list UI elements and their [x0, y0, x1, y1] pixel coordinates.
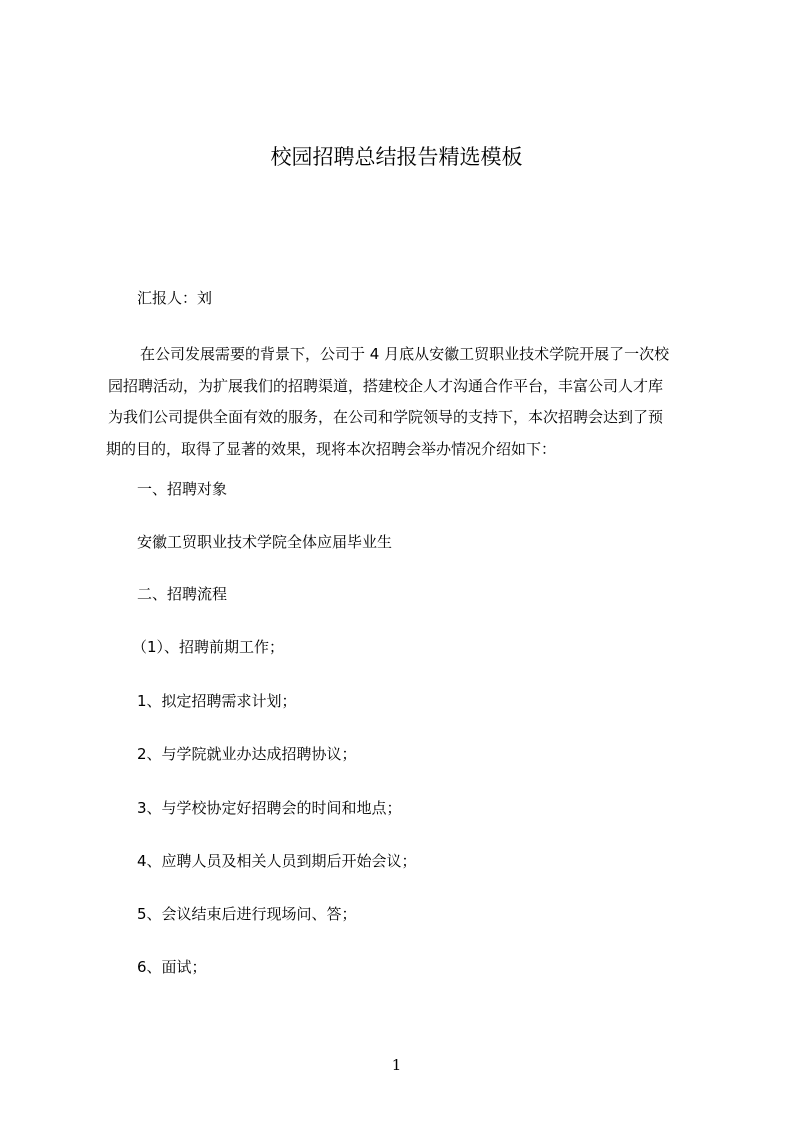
document-title: 校园招聘总结报告精选模板 — [270, 145, 523, 169]
step-item: 6、面试； — [137, 958, 207, 976]
section-heading-recruit-target: 一、招聘对象 — [137, 480, 228, 498]
page-number: 1 — [391, 1056, 402, 1074]
section-body-recruit-target: 安徽工贸职业技术学院全体应届毕业生 — [137, 533, 393, 551]
step-item: 2、与学院就业办达成招聘协议； — [137, 745, 357, 763]
step-item: 3、与学校协定好招聘会的时间和地点； — [137, 799, 402, 817]
step-item: 4、应聘人员及相关人员到期后开始会议； — [137, 852, 417, 870]
intro-paragraph — [106, 339, 698, 465]
intro-line: 在公司发展需要的背景下，公司于 4 月底从安徽工贸职业技术学院开展了一次校 — [140, 345, 670, 363]
intro-line: 期的目的，取得了显著的效果，现将本次招聘会举办情况介绍如下： — [106, 439, 557, 458]
step-item: 5、会议结束后进行现场问、答； — [137, 905, 357, 923]
intro-line: 为我们公司提供全面有效的服务，在公司和学院领导的支持下，本次招聘会达到了预 — [108, 408, 664, 426]
reporter-line: 汇报人：刘 — [137, 289, 213, 307]
section-heading-recruit-process: 二、招聘流程 — [137, 585, 228, 603]
subsection-heading-preliminary-work: （1）、招聘前期工作； — [132, 638, 285, 656]
step-item: 1、拟定招聘需求计划； — [137, 692, 297, 710]
intro-line: 园招聘活动，为扩展我们的招聘渠道，搭建校企人才沟通合作平台，丰富公司人才库 — [108, 376, 664, 395]
